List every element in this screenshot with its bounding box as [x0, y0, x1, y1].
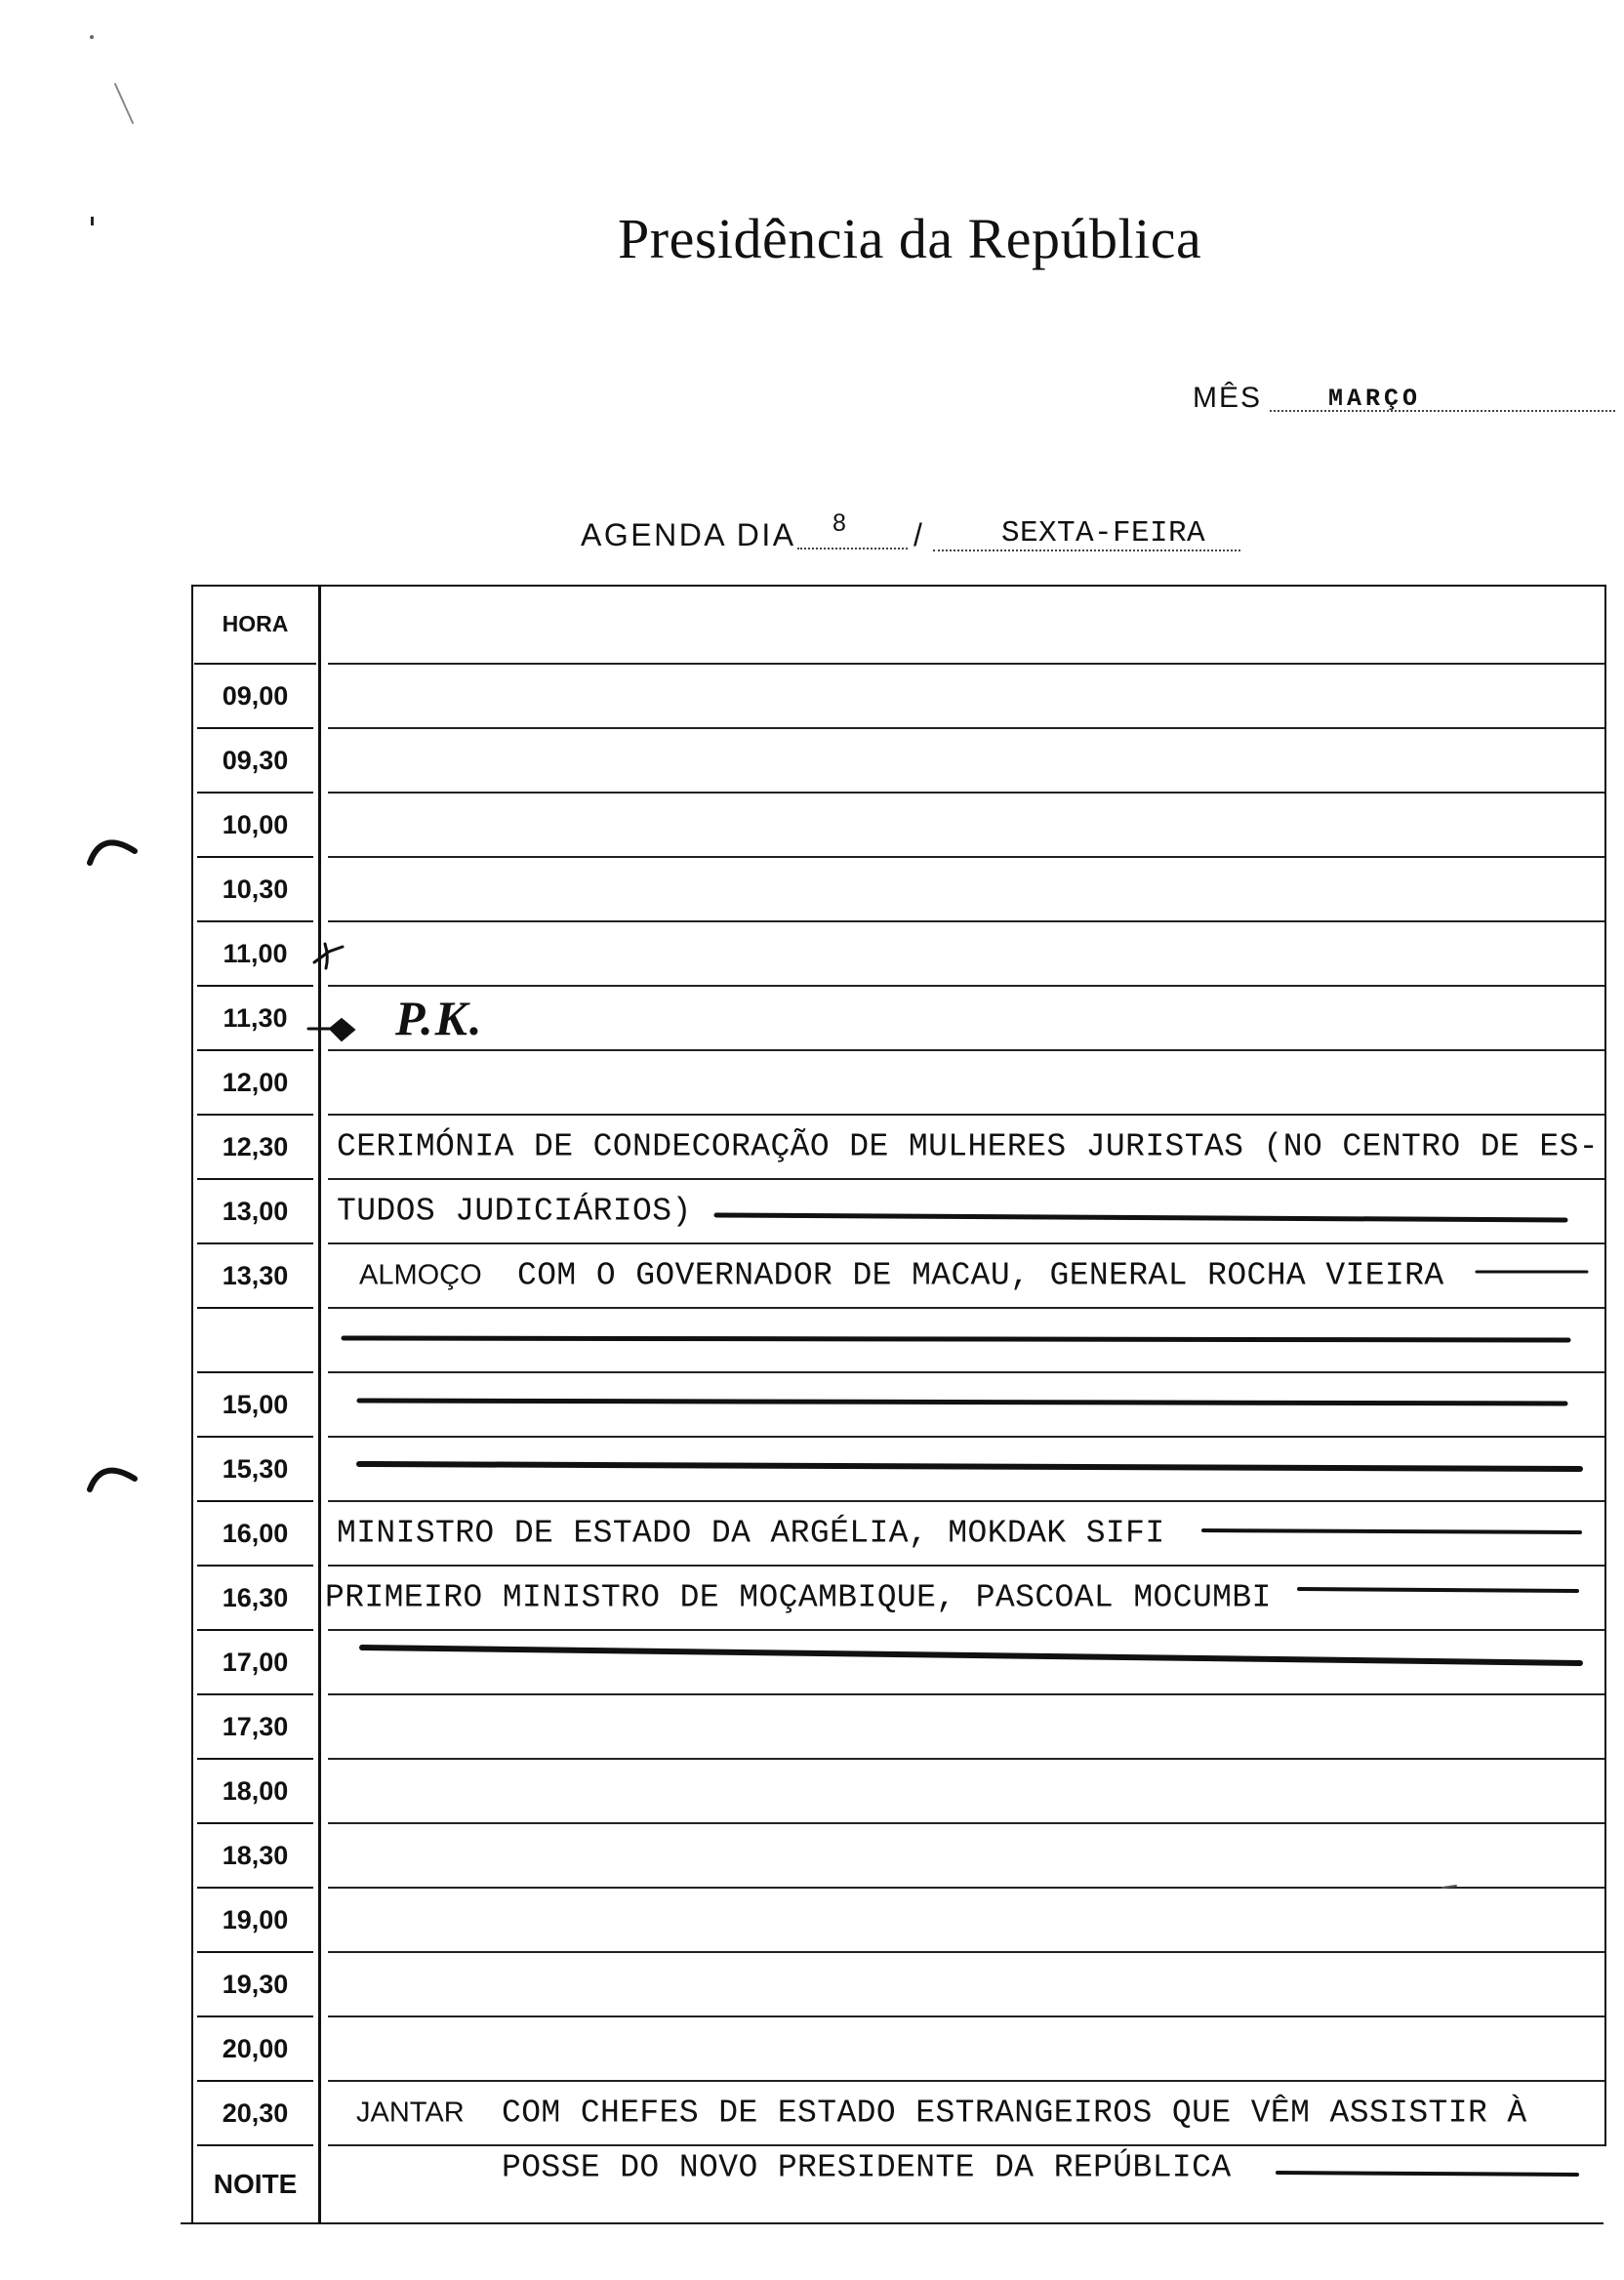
hour-label: 09,30 [197, 729, 313, 794]
table-left-border [191, 585, 193, 2224]
hour-label: 20,30 [197, 2082, 313, 2146]
agenda-entry-row [328, 1309, 1604, 1373]
table-bottom-border [181, 2222, 1604, 2224]
printed-label-almoco: ALMOÇO [359, 1259, 482, 1291]
agenda-entry-text: TUDOS JUDICIÁRIOS) [337, 1193, 692, 1230]
date-separator: / [914, 517, 922, 552]
weekday-value: SEXTA-FEIRA [1001, 516, 1206, 550]
agenda-day-label: AGENDA DIA [581, 517, 796, 552]
hour-column-header: HORA [194, 586, 316, 665]
hour-label: 13,00 [197, 1180, 313, 1244]
entry-column [325, 586, 1604, 2222]
hour-label: 09,00 [197, 665, 313, 729]
entry-column-header [328, 586, 1604, 665]
hour-label: 20,00 [197, 2017, 313, 2082]
agenda-entry-row [328, 1180, 1604, 1244]
day-dotted-line [797, 548, 908, 550]
agenda-entry-row [328, 1244, 1604, 1309]
agenda-entry-text: MINISTRO DE ESTADO DA ARGÉLIA, MOKDAK SIFI [337, 1515, 1165, 1552]
agenda-entry-row [328, 729, 1604, 794]
hour-label: 15,00 [197, 1373, 313, 1438]
agenda-entry-row [328, 1373, 1604, 1438]
agenda-entry-row [328, 1116, 1604, 1180]
scan-speck-dot [91, 217, 94, 225]
agenda-entry-row [328, 1502, 1604, 1567]
agenda-entry-row [328, 1824, 1604, 1889]
hour-label: 10,30 [197, 858, 313, 922]
agenda-entry-row [328, 2146, 1604, 2222]
agenda-entry-text: COM O GOVERNADOR DE MACAU, GENERAL ROCHA VIEIRA [517, 1257, 1444, 1294]
hour-label: 17,30 [197, 1695, 313, 1760]
agenda-entry-text: POSSE DO NOVO PRESIDENTE DA REPÚBLICA [502, 2149, 1232, 2186]
punch-hole-arc-mark [90, 842, 135, 863]
agenda-entry-row [328, 2017, 1604, 2082]
agenda-entry-row [328, 922, 1604, 987]
agenda-entry-row [328, 1051, 1604, 1116]
month-dotted-line [1270, 410, 1615, 412]
agenda-entry-row [328, 1953, 1604, 2017]
agenda-entry-row [328, 987, 1604, 1051]
hour-label: 10,00 [197, 794, 313, 858]
agenda-entry-text: CERIMÓNIA DE CONDECORAÇÃO DE MULHERES JURISTAS (NO CENTRO DE ES- [337, 1128, 1600, 1165]
hour-label-blank [197, 1309, 313, 1373]
table-column-divider [318, 585, 321, 2224]
agenda-entry-text: COM CHEFES DE ESTADO ESTRANGEIROS QUE VÊM ASSISTIR À [502, 2095, 1527, 2132]
agenda-entry-row [328, 665, 1604, 729]
hour-label: 19,30 [197, 1953, 313, 2017]
printed-label-jantar: JANTAR [356, 2097, 465, 2129]
agenda-entry-row [328, 1631, 1604, 1695]
hour-label: 19,00 [197, 1889, 313, 1953]
scan-speck-mark [115, 84, 133, 123]
month-label: MÊS [1193, 382, 1263, 414]
hour-column [194, 586, 316, 2222]
scan-speck-dot [90, 35, 94, 39]
page-title: Presidência da República [618, 207, 1202, 270]
hour-label: 17,00 [197, 1631, 313, 1695]
day-value: 8 [832, 509, 846, 537]
hour-label: 11,30 [197, 987, 313, 1051]
agenda-entry-text: PRIMEIRO MINISTRO DE MOÇAMBIQUE, PASCOAL MOCUMBI [325, 1579, 1272, 1616]
hour-label: 16,00 [197, 1502, 313, 1567]
agenda-entry-row [328, 794, 1604, 858]
hour-label: 11,00 [197, 922, 313, 987]
table-right-border [1604, 585, 1606, 2146]
hour-label: 12,30 [197, 1116, 313, 1180]
hour-label: 16,30 [197, 1567, 313, 1631]
agenda-entry-row [328, 1760, 1604, 1824]
month-value: MARÇO [1328, 385, 1422, 413]
agenda-entry-row [325, 1567, 1604, 1631]
hour-label: 18,30 [197, 1824, 313, 1889]
agenda-entry-row [328, 1889, 1604, 1953]
hour-label: 12,00 [197, 1051, 313, 1116]
agenda-entry-row [328, 858, 1604, 922]
hour-label: 18,00 [197, 1760, 313, 1824]
agenda-entry-row [328, 1695, 1604, 1760]
punch-hole-arc-mark [90, 1471, 135, 1489]
agenda-entry-row [328, 2082, 1604, 2146]
handwritten-initials: P.K. [395, 991, 484, 1045]
hour-label-noite: NOITE [213, 2169, 298, 2199]
hour-label: 13,30 [197, 1244, 313, 1309]
hour-label: 15,30 [197, 1438, 313, 1502]
agenda-entry-row [328, 1438, 1604, 1502]
